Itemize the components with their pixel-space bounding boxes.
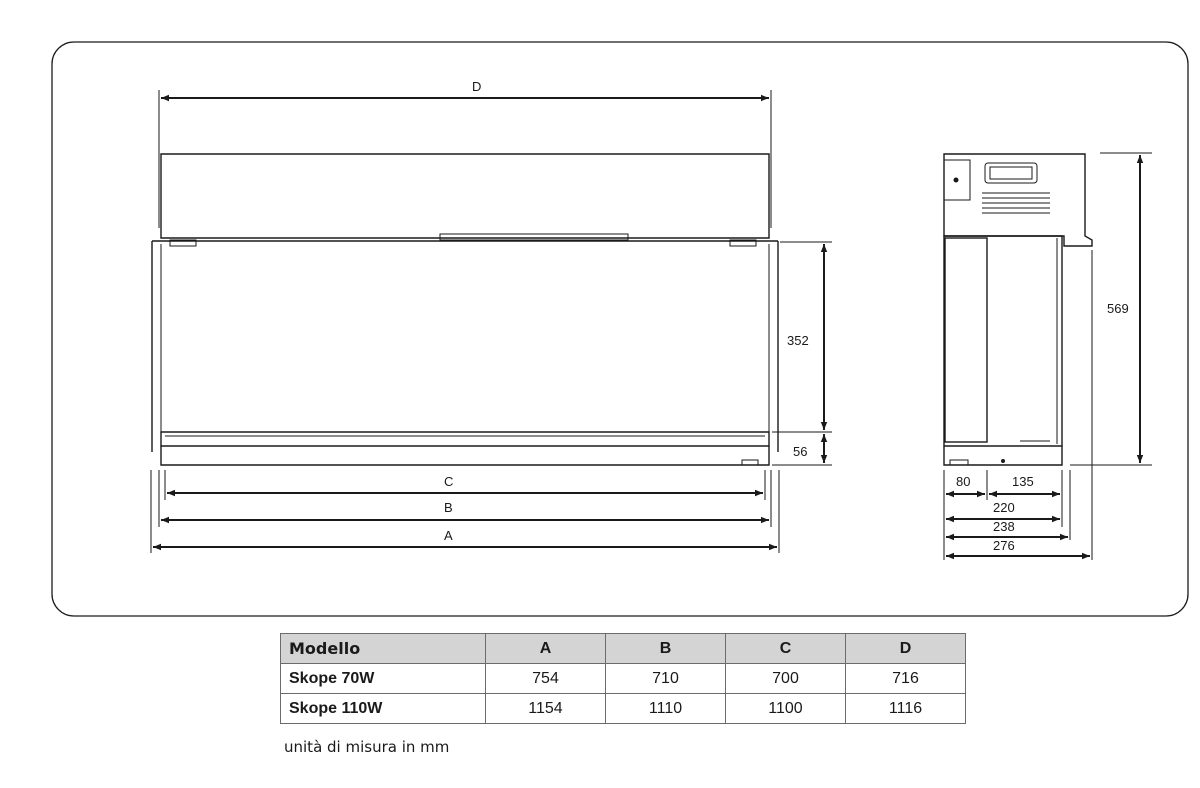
dim-label-276: 276 — [993, 538, 1015, 553]
value-d: 1116 — [846, 694, 966, 724]
side-view — [944, 153, 1152, 560]
value-b: 710 — [606, 664, 726, 694]
table-header-row — [281, 634, 966, 664]
unit-note: unità di misura in mm — [284, 738, 450, 756]
dim-label-80: 80 — [956, 474, 971, 489]
dim-label-d: D — [472, 79, 482, 94]
value-d: 716 — [846, 664, 966, 694]
header-c: C — [726, 634, 846, 664]
dim-label-a: A — [444, 528, 453, 543]
header-a: A — [486, 634, 606, 664]
dim-label-b: B — [444, 500, 453, 515]
value-b: 1110 — [606, 694, 726, 724]
header-d: D — [846, 634, 966, 664]
drawing-frame — [52, 42, 1188, 616]
header-model: Modello — [281, 634, 486, 664]
table-row — [281, 664, 966, 694]
value-c: 700 — [726, 664, 846, 694]
value-c: 1100 — [726, 694, 846, 724]
header-b: B — [606, 634, 726, 664]
value-a: 1154 — [486, 694, 606, 724]
dim-label-569: 569 — [1107, 301, 1129, 316]
dim-label-135: 135 — [1012, 474, 1034, 489]
model-name: Skope 110W — [281, 694, 486, 724]
dim-label-56: 56 — [793, 444, 808, 459]
model-name: Skope 70W — [281, 664, 486, 694]
dim-label-238: 238 — [993, 519, 1015, 534]
dim-label-220: 220 — [993, 500, 1015, 515]
dim-label-352: 352 — [787, 333, 809, 348]
table-row — [281, 694, 966, 724]
dimensions-table — [280, 633, 966, 724]
front-view — [151, 79, 832, 553]
value-a: 754 — [486, 664, 606, 694]
dim-label-c: C — [444, 474, 454, 489]
